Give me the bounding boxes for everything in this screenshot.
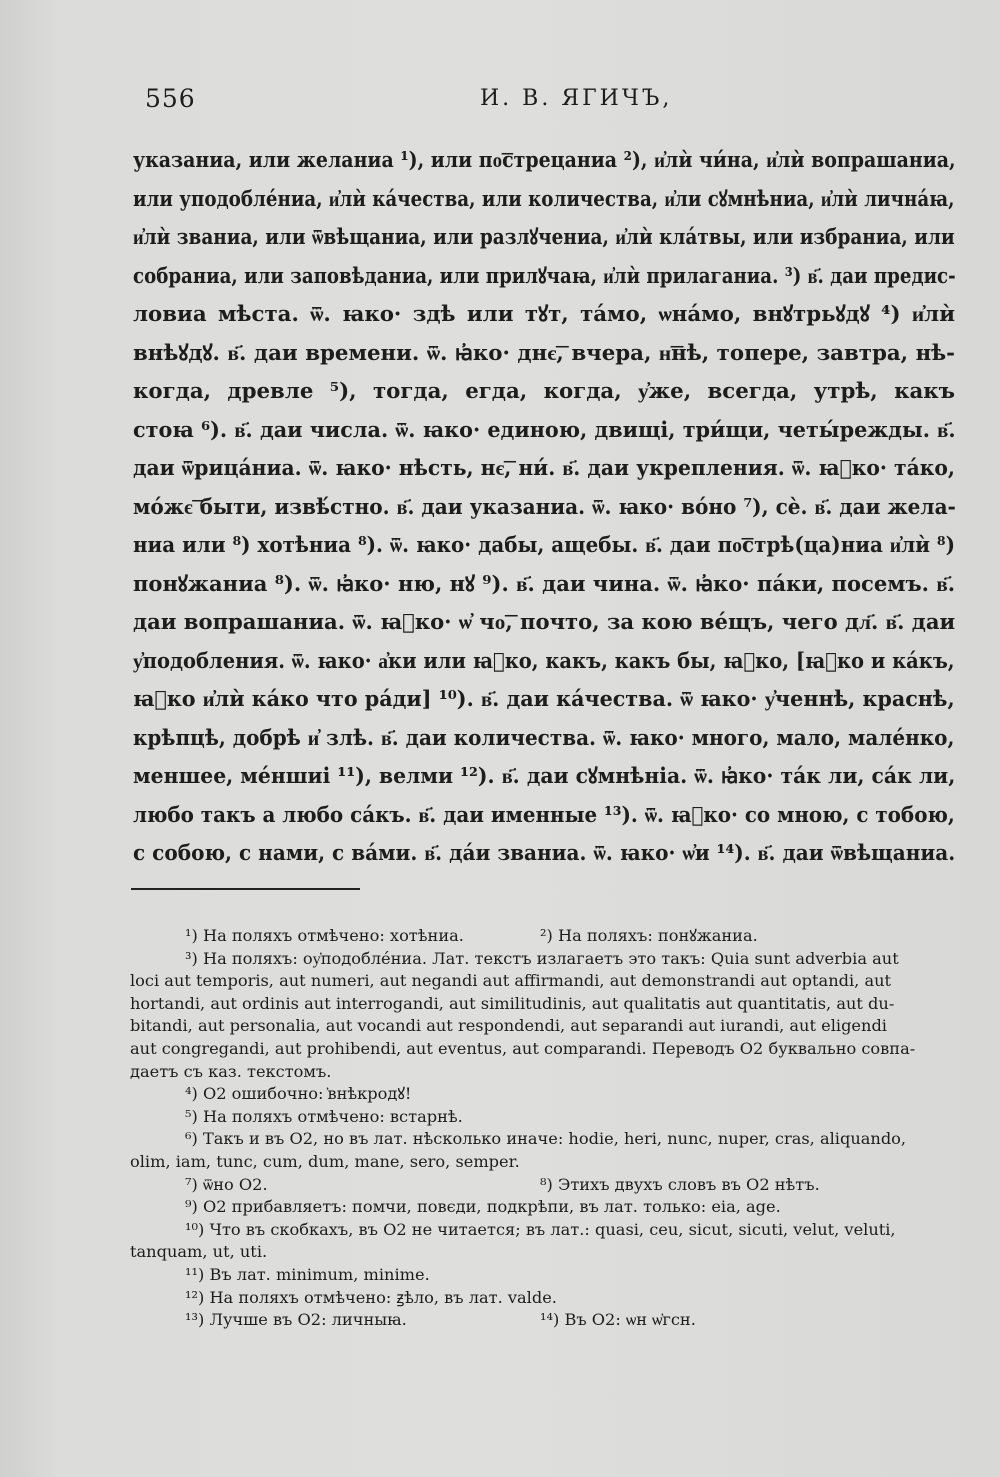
text-line: даи вопрашаниа. ѿ. ꙗ҆ко· ѡ҆ чо͞, почто, за кою ве́щъ, чего дл҃. в҃. даи [133, 610, 956, 635]
text-line: ниа или ⁸) хотѣниа ⁸). ѿ. ꙗко· дабы, ащебы. в҃. даи по͞стрѣ(ца)ниа и҆лѝ ⁸) [133, 533, 955, 558]
text-line: мо́жє͞ быти, извѣ́стно. в҃. даи указаниа. ѿ. ꙗко· во́но ⁷), сѐ. в҃. даи жела- [133, 494, 956, 520]
footnote-3-line: aut congregandi, aut prohibendi, aut eventus, aut comparandi. Переводъ О2 буквально совпа- [130, 1038, 916, 1058]
footnote-6-line: ⁶) Такъ и въ О2, но въ лат. нѣсколько иначе: hodie, heri, nunc, nuper, cras, aliquando, [185, 1129, 907, 1149]
footnote-8: ⁸) Этихъ двухъ словъ въ О2 нѣтъ. [540, 1174, 820, 1194]
footnote-14: ¹⁴) Въ О2: ѡн ѡ҆гсн. [540, 1310, 696, 1330]
footnote-4: ⁴) О2 ошибочно: ҆внѣкродꙋ! [185, 1084, 412, 1104]
footnote-3-line: loci aut temporis, aut numeri, aut negandi aut affirmandi, aut demonstrandi aut optandi, aut [130, 971, 892, 991]
footnote-3-line: даетъ съ каз. текстомъ. [130, 1061, 332, 1081]
text-line: меншее, ме́ншиі ¹¹), велми ¹²). в҃. даи сꙋмнѣніа. ѿ. ꙗ҆ко· та́к ли, са́к ли, [133, 764, 956, 789]
text-line: когда, древле ⁵), тогда, егда, когда, у҆же, всегда, утрѣ, какъ [133, 379, 955, 404]
text-line: стоꙗ ⁶). в҃. даи числа. ѿ. ꙗко· единою, двищі, три́щи, четы́режды. в҃. [133, 417, 956, 443]
footnote-7: ⁷) ѿно О2. [185, 1174, 268, 1194]
running-head: И. В. ЯГИЧЪ, [480, 86, 673, 111]
footnote-5: ⁵) На поляхъ отмѣчено: встарнѣ. [185, 1106, 463, 1126]
footnote-10-line: ¹⁰) Что въ скобкахъ, въ О2 не читается; въ лат.: quasi, ceu, sicut, sicuti, velut, veluti, [185, 1219, 896, 1239]
footnote-10-line: tanquam, ut, uti. [130, 1242, 268, 1262]
footnote-row [130, 1309, 956, 1332]
footnote-2: ²) На поляхъ: понꙋжаниа. [540, 926, 758, 945]
footnote-9: ⁹) О2 прибавляетъ: помчи, повєди, подкрѣпи, въ лат. только: eia, age. [185, 1197, 781, 1217]
footnote-row [130, 1174, 956, 1197]
text-line: даи ѿрица́ниа. ѿ. ꙗко· нѣсть, нє͞, ни́. в҃. даи укрепления. ѿ. ꙗ҆ко· та́ко, [133, 456, 955, 481]
text-line: крѣпцѣ, добрѣ и҆ злѣ. в҃. даи количества. ѿ. ꙗко· много, мало, мале́нко, [133, 725, 955, 751]
footnote-1: ¹) На поляхъ отмѣчено: хотѣниа. [185, 926, 464, 945]
footnote-3-line: bitandi, aut personalia, aut vocandi aut respondendi, aut separandi aut iurandi, aut eligendi [130, 1016, 887, 1036]
footnote-11: ¹¹) Въ лат. minimum, minime. [185, 1264, 430, 1284]
footnotes [130, 925, 956, 1332]
footnote-3-line: ³) На поляхъ: оу҆подобле́ниа. Лат. текстъ излагаетъ это такъ: Quia sunt adverbia aut [185, 948, 899, 968]
main-text [133, 142, 955, 874]
footnote-13: ¹³) Лучше въ О2: личныꙗ. [185, 1310, 407, 1330]
page-header [145, 84, 955, 124]
text-line: или уподобле́ниа, и҆лѝ ка́чества, или количества, и҆ли сꙋмнѣниа, и҆лѝ лична́ꙗ, [133, 186, 955, 212]
page-number: 556 [145, 84, 196, 113]
text-line: указаниа, или желаниа ¹), или по͞стрецаниа ²), и҆лѝ чи́на, и҆лѝ вопрашаниа, [133, 148, 956, 173]
text-line: собраниа, или заповѣданиа, или прилꙋчаꙗ, и҆лѝ прилаганиа. ³) в҃. даи предис- [133, 263, 956, 289]
footnote-row [130, 925, 956, 948]
text-line: любо такъ а любо са́къ. в҃. даи именные ¹³). ѿ. ꙗ҆ко· со мною, с тобою, [133, 802, 955, 828]
text-line: ловиа мѣста. ѿ. ꙗко· здѣ или тꙋт, та́мо, ѡна́мо, внꙋтрьꙋдꙋ ⁴) и҆лѝ [133, 302, 955, 327]
text-line: внѣꙋдꙋ. в҃. даи времени. ѿ. ꙗ҆ко· днє͞, вчера, н͞нѣ, топере, завтра, нѣ- [133, 340, 955, 366]
text-line: у҆подобления. ѿ. ꙗко· а҆ки или ꙗ҆ко, какъ, какъ бы, ꙗ҆ко, [ꙗ҆ко и ка́къ, [133, 648, 955, 674]
text-line: и҆лѝ званиа, или ѿвѣщаниа, или разлꙋчениа, и҆лѝ кла́твы, или избраниа, или [133, 225, 955, 250]
footnote-12: ¹²) На поляхъ отмѣчено: ꙃѣло, въ лат. valde. [185, 1287, 557, 1307]
text-line: с собою, с нами, с ва́ми. в҃. да́и званиа. ѿ. ꙗко· ѡ҆и ¹⁴). в҃. даи ѿвѣщаниа. [133, 841, 956, 866]
text-line: ꙗ҆ко и҆лѝ ка́ко что ра́ди] ¹⁰). в҃. даи ка́чества. ѿ ꙗко· у҆ченнѣ, краснѣ, [133, 687, 955, 712]
text-line: понꙋжаниа ⁸). ѿ. ꙗ҆ко· ню, нꙋ ⁹). в҃. даи чина. ѿ. ꙗ҆ко· па́ки, посемъ. в҃. [133, 571, 956, 597]
footnote-6-line: olim, iam, tunc, cum, dum, mane, sero, semper. [130, 1151, 520, 1171]
footnote-3-line: hortandi, aut ordinis aut interrogandi, aut similitudinis, aut qualitatis aut quantitatis, aut du- [130, 993, 895, 1013]
footnote-divider [131, 888, 360, 890]
